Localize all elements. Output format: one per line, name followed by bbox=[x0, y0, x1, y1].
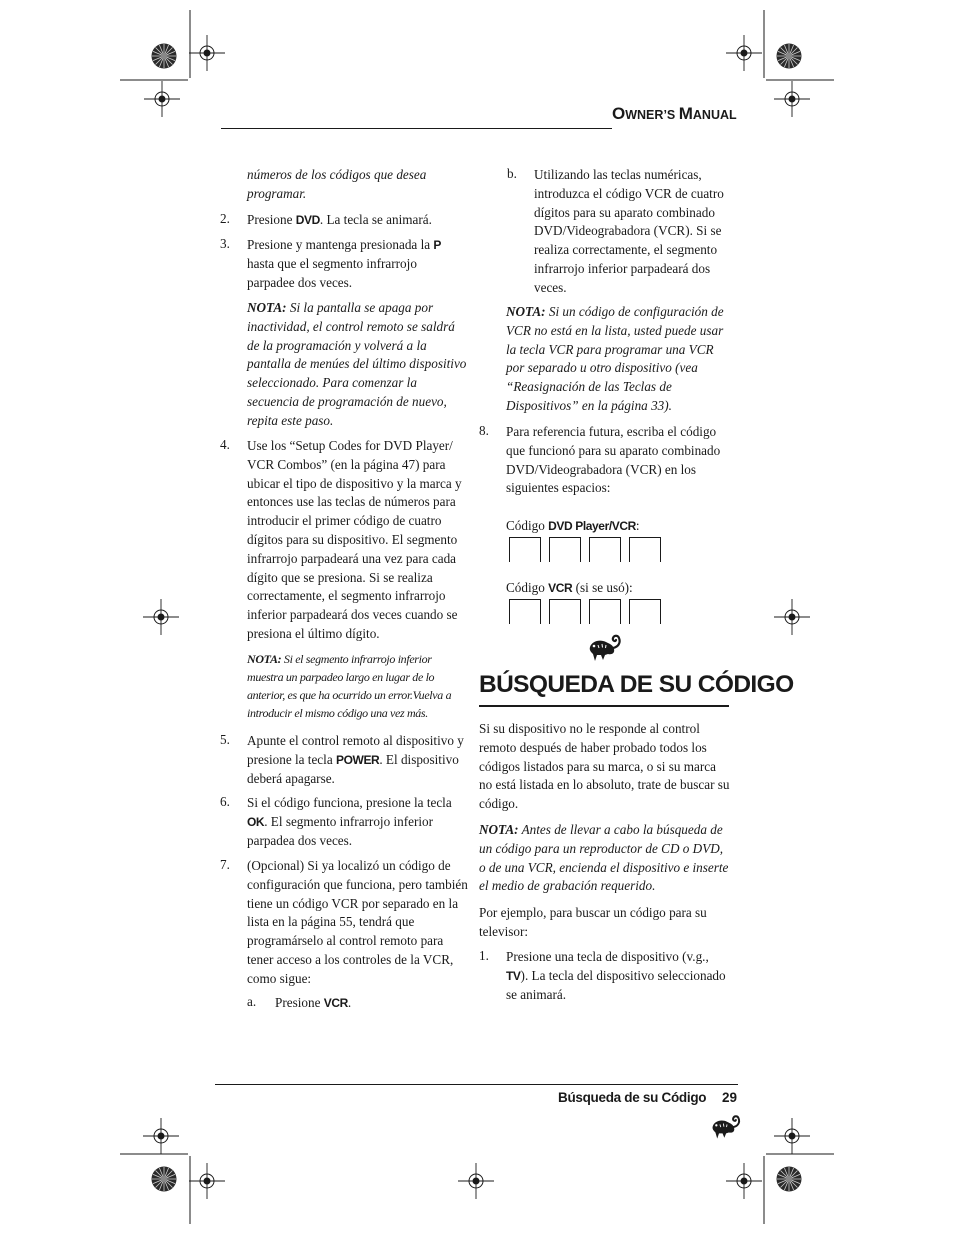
step-3: Presione y mantenga presionada la P hasta que el segmento infrarrojo parpadee dos veces. bbox=[247, 237, 442, 290]
header-title-initial: O bbox=[612, 104, 626, 123]
step-2: Presione DVD. La tecla se animará. bbox=[247, 212, 432, 227]
code-box bbox=[549, 599, 581, 624]
step-number: 8. bbox=[479, 423, 489, 438]
step-number: 2. bbox=[220, 211, 230, 226]
code-box bbox=[589, 537, 621, 562]
step-letter: a. bbox=[247, 994, 257, 1009]
step-4: Use los “Setup Codes for DVD Player/ VCR Combos” (en la página 47) para ubicar el tipo de dispositivo y la marca y entonces use las teclas de números para introducir el primer código de cuatro dígitos para su dispositivo. El segmento infrarrojo parpadeará una vez para cada dígito que se presiona. Si se realiza correctamente, el segmento infrarrojo inferior parpadeará dos veces cuando se presiona el último dígito. bbox=[247, 438, 462, 641]
code-box bbox=[629, 599, 661, 624]
page-number: 29 bbox=[722, 1090, 738, 1105]
step-number: 6. bbox=[220, 794, 230, 809]
key-tv: TV bbox=[506, 968, 521, 983]
key-power: POWER bbox=[335, 752, 380, 767]
code-label-dvd-vcr: Código DVD Player/VCR: bbox=[506, 518, 640, 533]
footer-rule bbox=[215, 1084, 738, 1085]
code-box bbox=[629, 537, 661, 562]
intro-text: números de los códigos que desea programar. bbox=[247, 167, 427, 201]
step-5: Apunte el control remoto al dispositivo y presione la tecla POWER. El dispositivo deberá apagarse. bbox=[247, 733, 464, 786]
key-p: P bbox=[433, 238, 442, 252]
code-box bbox=[589, 599, 621, 624]
step-7: (Opcional) Si ya localizó un código de configuración que funciona, pero también tiene un código VCR por separado en la lista en la página 55, tendrá que programárselo al control remoto para tener acceso a los controles de la VCR, como sigue: bbox=[247, 858, 468, 986]
step-7a: Presione VCR. bbox=[275, 995, 352, 1010]
code-label-vcr: Código VCR (si se usó): bbox=[506, 580, 633, 595]
note-3: NOTA: Si un código de configuración de VCR no está en la lista, usted puede usar la tecla VCR para programar una VCR por separado u otro dispositivo (vea “Reasignación de las Teclas de Dispositivos” en la página 33). bbox=[506, 304, 724, 413]
chameleon-icon bbox=[711, 1113, 743, 1143]
step-number: 4. bbox=[220, 437, 230, 452]
section-title: BÚSQUEDA DE SU CÓDIGO bbox=[479, 671, 794, 698]
step-number: 1. bbox=[479, 948, 489, 963]
step-letter: b. bbox=[507, 166, 517, 181]
code-box bbox=[509, 537, 541, 562]
key-vcr: VCR bbox=[323, 996, 348, 1010]
running-header: OWNER’S MANUAL bbox=[612, 104, 737, 123]
step-1: Presione una tecla de dispositivo (v.g., TV). La tecla del dispositivo seleccionado se animará. bbox=[506, 949, 726, 1002]
step-number: 5. bbox=[220, 732, 230, 747]
note-4: NOTA: Antes de llevar a cabo la búsqueda de un código para un reproductor de CD o DVD, o de una VCR, encienda el dispositivo e inserte el medio de grabación requerido. bbox=[479, 822, 729, 894]
header-rule bbox=[221, 128, 612, 129]
key-dvd: DVD bbox=[295, 213, 320, 227]
step-6: Si el código funciona, presione la tecla OK. El segmento infrarrojo inferior parpadea dos veces. bbox=[247, 795, 452, 848]
code-box bbox=[509, 599, 541, 624]
section-title-rule bbox=[479, 705, 729, 707]
code-box bbox=[549, 537, 581, 562]
footer-section-name: Búsqueda de su Código bbox=[558, 1090, 707, 1105]
key-ok: OK bbox=[247, 814, 265, 829]
paragraph-2: Por ejemplo, para buscar un código para su televisor: bbox=[479, 905, 707, 939]
step-number: 7. bbox=[220, 857, 230, 872]
step-number: 3. bbox=[220, 236, 230, 251]
step-7b: Utilizando las teclas numéricas, introduzca el código VCR de cuatro dígitos para su aparato combinado DVD/Videograbadora (VCR). Si se realiza correctamente, el segmento infrarrojo inferior parpadeará dos veces. bbox=[534, 167, 724, 295]
paragraph-1: Si su dispositivo no le responde al control remoto después de haber probado todos los códigos listados para su marca, o si su marca no está listada en lo absoluto, trate de buscar su código. bbox=[479, 721, 730, 812]
chameleon-icon bbox=[588, 633, 624, 665]
note-2: NOTA: Si el segmento infrarrojo inferior muestra un parpadeo largo en lugar de lo anterior, es que ha ocurrido un error.Vuelva a introducir el mismo código una vez más. bbox=[247, 652, 452, 720]
step-8: Para referencia futura, escriba el código que funcionó para su aparato combinado DVD/Videograbadora (VCR) en los siguientes espacios: bbox=[506, 424, 721, 496]
note-1: NOTA: Si la pantalla se apaga por inactividad, el control remoto se saldrá de la programación y volverá a la pantalla de menúes del último dispositivo seleccionado. Para comenzar la secuencia de programación de nuevo, repita este paso. bbox=[247, 300, 467, 428]
